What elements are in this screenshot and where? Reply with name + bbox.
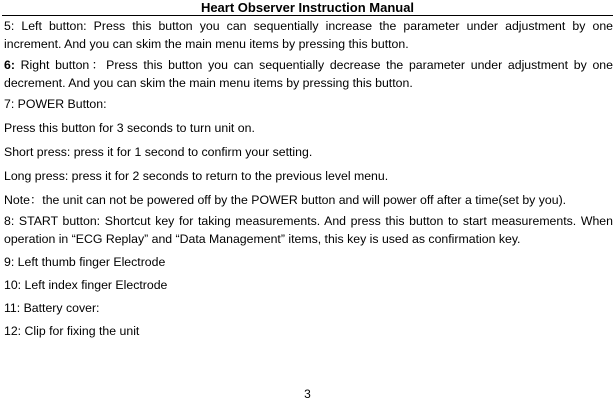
page-number: 3 [304,387,311,401]
item-11-battery-cover: 11: Battery cover: [4,301,100,315]
item-6-text: Right button：Press this button you can sequentially decrease the parameter under adjustment by one decrement. And you can skim the main menu items by pressing this button. [4,58,613,90]
item-6-number: 6: [4,58,15,72]
item-7-power-button-title: 7: POWER Button: [4,97,107,111]
item-9-thumb-electrode: 9: Left thumb finger Electrode [4,255,166,269]
page-header-title: Heart Observer Instruction Manual [200,0,415,15]
power-off-note: Note：the unit can not be powered off by the POWER button and will power off after a time(set by you). [4,193,567,207]
item-7-turn-on-instruction: Press this button for 3 seconds to turn unit on. [4,121,255,135]
item-12-clip: 12: Clip for fixing the unit [4,324,140,338]
page-body [4,17,613,340]
item-6-right-button [4,56,613,92]
item-10-index-electrode: 10: Left index finger Electrode [4,278,168,292]
item-5-left-button: 5: Left button: Press this button you can sequentially increase the parameter under adjustment by one increment. And you can skim the main menu items by pressing this button. [4,19,613,51]
item-7-long-press: Long press: press it for 2 seconds to return to the previous level menu. [4,169,389,183]
item-8-start-button: 8: START button: Shortcut key for taking measurements. And press this button to start measurements. When operation in “ECG Replay” and “Data Management” items, this key is used as confirmation key. [4,214,613,246]
item-7-short-press: Short press: press it for 1 second to confirm your setting. [4,145,313,159]
header-divider [2,15,613,16]
